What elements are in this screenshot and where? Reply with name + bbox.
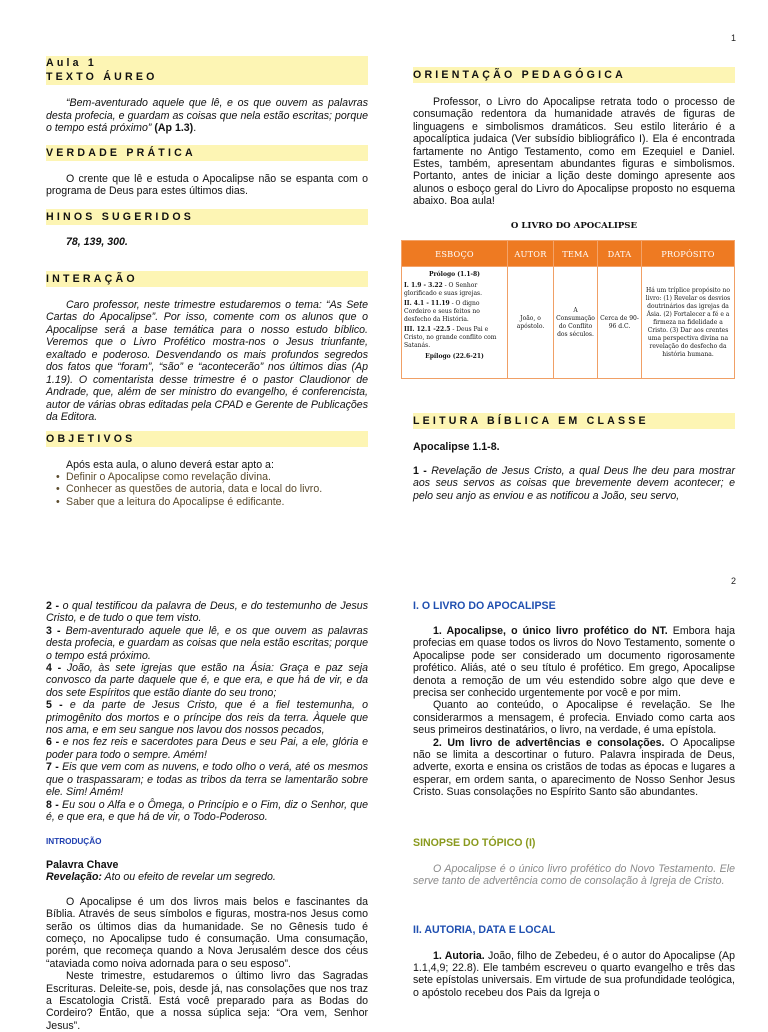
verdade-pratica-text: O crente que lê e estuda o Apocalipse não se espanta com o programa de Deus para estes últimos dias.: [46, 172, 368, 197]
intro-paragraph-2: Neste trimestre, estudaremos o último livro das Sagradas Escrituras. Deleite-se, pois, desde já, nas consolações que nos traz a Escatologia Cristã. Está você preparado para as Bodas do Cordeiro? Então, que a nossa súplica seja: “Ora vem, Senhor Jesus”.: [46, 970, 368, 1032]
section-1-heading: I. O LIVRO DO APOCALIPSE: [413, 600, 556, 612]
verse: 8 - Eu sou o Alfa e o Ômega, o Princípio e o Fim, diz o Senhor, que é, e que era, e que há de vir, o Todo-Poderoso.: [46, 798, 368, 823]
objetivos-intro: Após esta aula, o aluno deverá estar apto a:: [66, 458, 274, 471]
objetivos-heading: OBJETIVOS: [46, 431, 368, 447]
col-autor: AUTOR: [508, 241, 554, 267]
leitura-heading: LEITURA BÍBLICA EM CLASSE: [413, 413, 735, 429]
verse: 6 - e nos fez reis e sacerdotes para Deus e seu Pai, a ele, glória e poder para todo o sempre. Amém!: [46, 736, 368, 761]
col-esboco: ESBOÇO: [402, 241, 508, 267]
cell-tema: A Consumação do Conflito dos séculos.: [554, 267, 598, 379]
verse: 4 - João, às sete igrejas que estão na Ásia: Graça e paz seja convosco da parte daquele que é, e que era, e que há de vir, e da dos sete Espíritos que estão diante do seu trono;: [46, 662, 368, 699]
cell-data: Cerca de 90-96 d.C.: [598, 267, 642, 379]
texto-aureo-quote: “Bem-aventurado aquele que lê, e os que ouvem as palavras desta profecia, e guardam as coisas que nela estão escritas; porque o tempo está próximo”: [46, 97, 368, 134]
table-title: O LIVRO DO APOCALIPSE: [510, 220, 638, 231]
sinopse-text: O Apocalipse é o único livro profético do Novo Testamento. Ele serve tanto de advertência como de consolação à Igreja de Cristo.: [413, 862, 735, 888]
hinos-text: 78, 139, 300.: [66, 235, 128, 248]
esboco-item: II. 4.1 - 11.19 - O digno Cordeiro e seus feitos no desfecho da História.: [404, 300, 480, 323]
texto-aureo-heading: TEXTO ÁUREO: [46, 70, 368, 85]
aula-label: Aula 1: [46, 56, 368, 70]
section-1-paragraph-1: 1. Apocalipse, o único livro profético do NT. Embora haja profecias em quase todos os livros do Novo Testamento, somente o Apocalipse pode ser considerado um documento rigorosamente profético. Aliás, até o seu título é profético. Em grego, Apocalipse denota a remoção de um véu estendido sobre algo que deve e precisa ser conhecido urgentemente por você e por mim.: [413, 625, 736, 700]
esboco-epilogo: Epílogo (22.6-21): [425, 353, 484, 360]
orientacao-text: Professor, o Livro do Apocalipse retrata todo o processo de consumação redentora da humanidade através de figuras de linguagens e simbolismos dramáticos. Seu estilo literário é a apocalíptica judaica (Ver subsídio bibliográfico I). Ela é encontrada fartamente no Antigo Testamento, como em Ezequiel e Daniel. Estes, também, apresentam abundantes figuras e simbolismos. Portanto, antes de iniciar a lição deste domingo apresente aos alunos o esboço geral do Livro do Apocalipse proposto no esquema abaixo. Boa aula!: [413, 96, 735, 208]
leitura-block: [413, 413, 735, 502]
introducao-label: INTRODUÇÃO: [46, 837, 102, 847]
cell-esboco: [402, 267, 508, 379]
col-data: DATA: [598, 241, 642, 267]
section-1-paragraph-2: Quanto ao conteúdo, o Apocalipse é revelação. Se lhe considerarmos a mensagem, é profecia. Enviado como carta aos seus primeiros destinatários, o livro, na verdade, é uma epístola.: [413, 699, 735, 737]
objetivo-item: • Definir o Apocalipse como revelação divina.: [54, 471, 368, 483]
verse: 5 - e da parte de Jesus Cristo, que é a fiel testemunha, o primogênito dos mortos e o príncipe dos reis da terra. Àquele que nos ama, e em seu sangue nos lavou dos nossos pecados,: [46, 699, 368, 737]
leitura-verse-1: 1 - Revelação de Jesus Cristo, a qual Deus lhe deu para mostrar aos seus servos as coisas que brevemente devem acontecer; e pelo seu anjo as enviou e as notificou a João, seu servo,: [413, 465, 735, 502]
verse: 3 - Bem-aventurado aquele que lê, e os que ouvem as palavras desta profecia, e guardam as coisas que nela estão escritas; porque o tempo está próximo.: [46, 624, 368, 662]
esboco-prologo: Prólogo (1.1-8): [428, 271, 481, 278]
section-2-paragraph-1: 1. Autoria. João, filho de Zebedeu, é o autor do Apocalipse (Ap 1.1,4,9; 22.8). Ele também escreveu o quarto evangelho e três das sete epístolas universais. Em virtude de sua profundidade teológica, o apóstolo recebeu dos Pais da Igreja o: [413, 949, 735, 999]
page-number-2: 2: [731, 576, 737, 586]
left-column-page2: [46, 600, 368, 1032]
esboco-item: I. 1.9 - 3.22 - O Senhor glorificado e suas igrejas.: [404, 282, 483, 297]
verse: 2 - o qual testificou da palavra de Deus, e do testemunho de Jesus Cristo, e de tudo o que tem visto.: [46, 600, 368, 625]
col-tema: TEMA: [554, 241, 598, 267]
hinos-heading: HINOS SUGERIDOS: [46, 209, 368, 225]
verses-block: [46, 600, 368, 823]
page-number: 1: [731, 33, 737, 43]
right-column-page2: [413, 600, 735, 999]
interacao-text: Caro professor, neste trimestre estudaremos o tema: “As Sete Cartas do Apocalipse”. Por isso, comente com os alunos que o Apocalipse será a base temática para o nosso estudo bíblico. Veremos que o Livro Profético mostra-nos o Jesus triunfante, exaltado e poderoso. Desvendando os mais profundos segredos dos fatos que “foram”, “são” e “acontecerão” nos últimos dias (Ap 1.19). O comentarista desse trimestre é o pastor Claudionor de Andrade, que, além de ser ministro do evangelho, é conferencista, autor de várias obras editadas pela CPAD e Gerente de Publicações da Editora.: [46, 298, 368, 423]
palavra-chave-line: Revelação: Ato ou efeito de revelar um segredo.: [46, 871, 276, 884]
section-1-paragraph-3: 2. Um livro de advertências e consolações. O Apocalipse não se limita a descortinar o futuro. Palavra inspirada de Deus, adverte, exorta e ensina os cristãos de todas as épocas e lugares a esperar, em ordem santa, o aparecimento de Nosso Senhor Jesus Cristo. Suas consolações no Espírito Santo são abundantes.: [413, 736, 736, 799]
right-column-page1: [413, 67, 735, 231]
sinopse-heading: SINOPSE DO TÓPICO (I): [413, 836, 536, 849]
texto-aureo-ref: (Ap 1.3): [154, 122, 194, 134]
left-column-page1: [46, 56, 368, 508]
orientacao-heading: ORIENTAÇÃO PEDAGÓGICA: [413, 67, 735, 83]
objetivo-item: • Saber que a leitura do Apocalipse é edificante.: [54, 496, 368, 508]
cell-autor: João, o apóstolo.: [508, 267, 554, 379]
leitura-ref: Apocalipse 1.1-8.: [413, 441, 500, 453]
esboco-item: III. 12.1 -22.5 - Deus Pai e Cristo, no grande conflito com Satanás.: [404, 326, 497, 349]
intro-paragraph-1: O Apocalipse é um dos livros mais belos e fascinantes da Bíblia. Através de seus símbolos e figuras, mostra-nos Jesus como serão os últimos dias da humanidade. Se no Gênesis tudo é começo, no Apocalipse tudo é consumação. Uma consumação, porém, que recomeça quando a Nova Jerusalém desce dos céus “ataviada como noiva adornada para o seu esposo”.: [46, 895, 368, 970]
objetivos-list: [54, 471, 368, 508]
apocalipse-table: [401, 240, 735, 379]
verse: 7 - Eis que vem com as nuvens, e todo olho o verá, até os mesmos que o traspassaram; e todas as tribos da terra se lamentarão sobre ele. Sim! Amém!: [46, 761, 368, 799]
col-proposito: PROPÓSITO: [642, 241, 735, 267]
cell-proposito: Há um tríplice propósito no livro: (1) Revelar os desvios doutrinários das igrejas da Ásia. (2) Fortalecer a fé e a firmeza na fidelidade a Cristo. (3) Dar aos crentes uma perspectiva divina na revelação do desfecho da história humana.: [642, 267, 735, 379]
objetivo-item: • Conhecer as questões de autoria, data e local do livro.: [54, 483, 368, 495]
interacao-heading: INTERAÇÃO: [46, 271, 368, 287]
apocalipse-table-wrap: [401, 240, 735, 379]
section-2-heading: II. AUTORIA, DATA E LOCAL: [413, 923, 556, 936]
verdade-pratica-heading: VERDADE PRÁTICA: [46, 145, 368, 161]
palavra-chave-label: Palavra Chave: [46, 859, 119, 872]
texto-aureo-paragraph: “Bem-aventurado aquele que lê, e os que ouvem as palavras desta profecia, e guardam as coisas que nela estão escritas; porque o tempo está próximo” (Ap 1.3).: [46, 97, 368, 134]
